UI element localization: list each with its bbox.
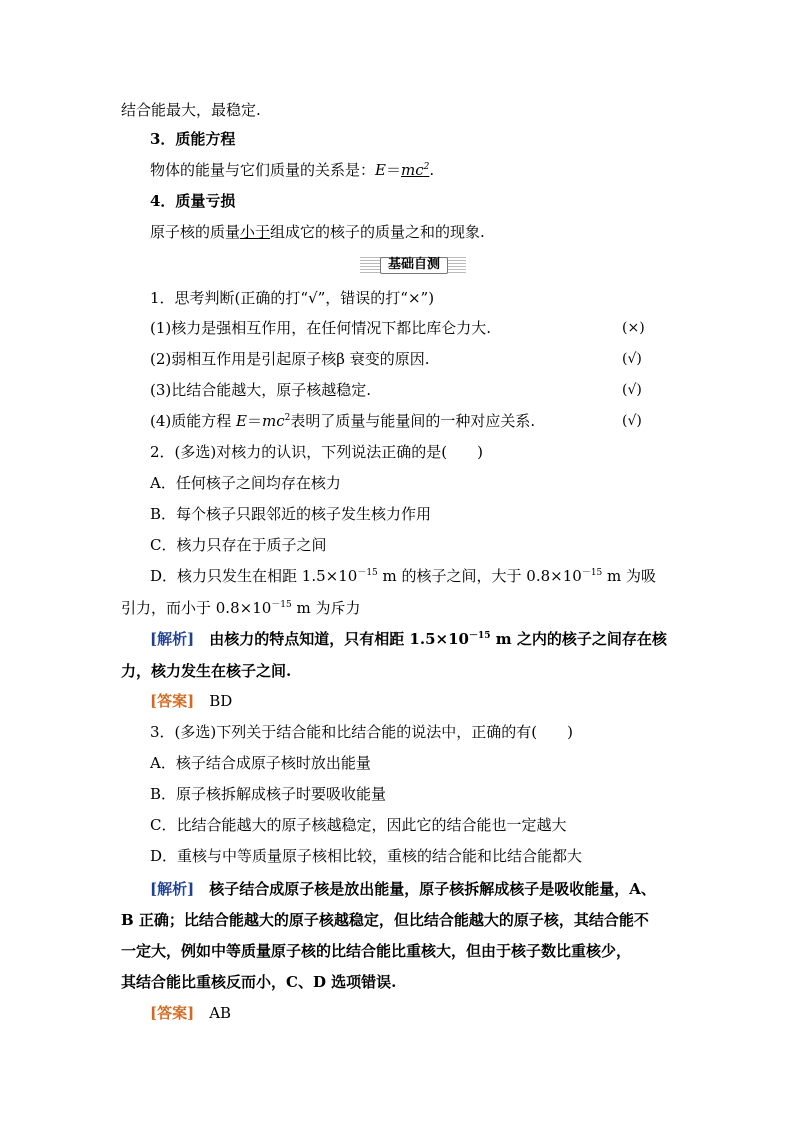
underlined-term: 小于 — [240, 223, 271, 241]
q3-option-c: C．比结合能越大的原子核越稳定，因此它的结合能也一定越大 — [150, 816, 567, 834]
q1-stem: 1．思考判断(正确的打“√”，错误的打“×”) — [150, 289, 435, 307]
q3-option-d: D．重核与中等质量原子核相比较，重核的结合能和比结合能都大 — [150, 847, 583, 865]
q1-mark-1: (×) — [622, 320, 645, 336]
q1-item-4: (4)质能方程 $E=mc^2$表明了质量与能量间的一种对应关系. — [150, 412, 536, 430]
q2-option-a: A．任何核子之间均存在核力 — [150, 474, 341, 492]
paragraph-continuation: 结合能最大，最稳定. — [121, 101, 261, 119]
analysis-tag: [解析] — [150, 630, 195, 648]
section-banner — [360, 257, 466, 273]
q2-analysis-cont: 力，核力发生在核子之间. — [121, 662, 292, 680]
q2-option-b: B．每个核子只跟邻近的核子发生核力作用 — [150, 505, 432, 523]
section-3-body: 物体的能量与它们质量的关系是：$E=mc^2$. — [150, 161, 435, 179]
q3-option-b: B．原子核拆解成核子时要吸收能量 — [150, 785, 387, 803]
analysis-tag: [解析] — [150, 880, 195, 898]
q3-answer: [答案] AB — [150, 1004, 232, 1022]
q3-analysis-line-3: 一定大，例如中等质量原子核的比结合能比重核大，但由于核子数比重核少， — [121, 942, 632, 960]
q2-analysis: [解析] 由核力的特点知道，只有相距 $1.5\times 10^{-15}$ m 之内的核子之间存在核 — [150, 630, 667, 648]
underlined-formula: $mc^2$ — [400, 161, 430, 179]
q1-item-2: (2)弱相互作用是引起原子核β 衰变的原因. — [150, 350, 430, 368]
q2-stem: 2．(多选)对核力的认识，下列说法正确的是( ) — [150, 443, 483, 461]
q2-answer: [答案] BD — [150, 692, 233, 710]
q2-option-d-cont: 引力，而小于 $0.8\times 10^{-15}$ m 为斥力 — [121, 599, 361, 617]
section-4-title: 4．质量亏损 — [150, 192, 236, 210]
section-3-title: 3．质能方程 — [150, 130, 236, 148]
q2-option-d: D．核力只发生在相距 $1.5\times 10^{-15}$ m 的核子之间，大于 $0.8\times 10^{-15}$ m 为吸 — [150, 567, 657, 585]
section-4-body: 原子核的质量小于组成它的核子的质量之和的现象. — [150, 223, 485, 241]
answer-tag: [答案] — [150, 1004, 195, 1022]
banner-label: 基础自测 — [387, 257, 440, 272]
q3-stem: 3．(多选)下列关于结合能和比结合能的说法中，正确的有( ) — [150, 723, 573, 741]
q1-mark-3: (√) — [622, 382, 642, 398]
q1-mark-2: (√) — [622, 351, 642, 367]
answer-tag: [答案] — [150, 692, 195, 710]
q3-analysis-line-4: 其结合能比重核反而小，C、D 选项错误. — [121, 973, 397, 991]
q1-item-1: (1)核力是强相互作用，在任何情况下都比库仑力大. — [150, 319, 492, 337]
q3-option-a: A．核子结合成原子核时放出能量 — [150, 754, 371, 772]
q1-item-3: (3)比结合能越大，原子核越稳定. — [150, 381, 372, 399]
q3-analysis-line-2: B 正确；比结合能越大的原子核越稳定，但比结合能越大的原子核，其结合能不 — [121, 911, 649, 929]
q2-option-c: C．核力只存在于质子之间 — [150, 536, 327, 554]
q3-analysis: [解析] 核子结合成原子核是放出能量，原子核拆解成核子是吸收能量，A、 — [150, 880, 656, 898]
q1-mark-4: (√) — [622, 413, 642, 429]
